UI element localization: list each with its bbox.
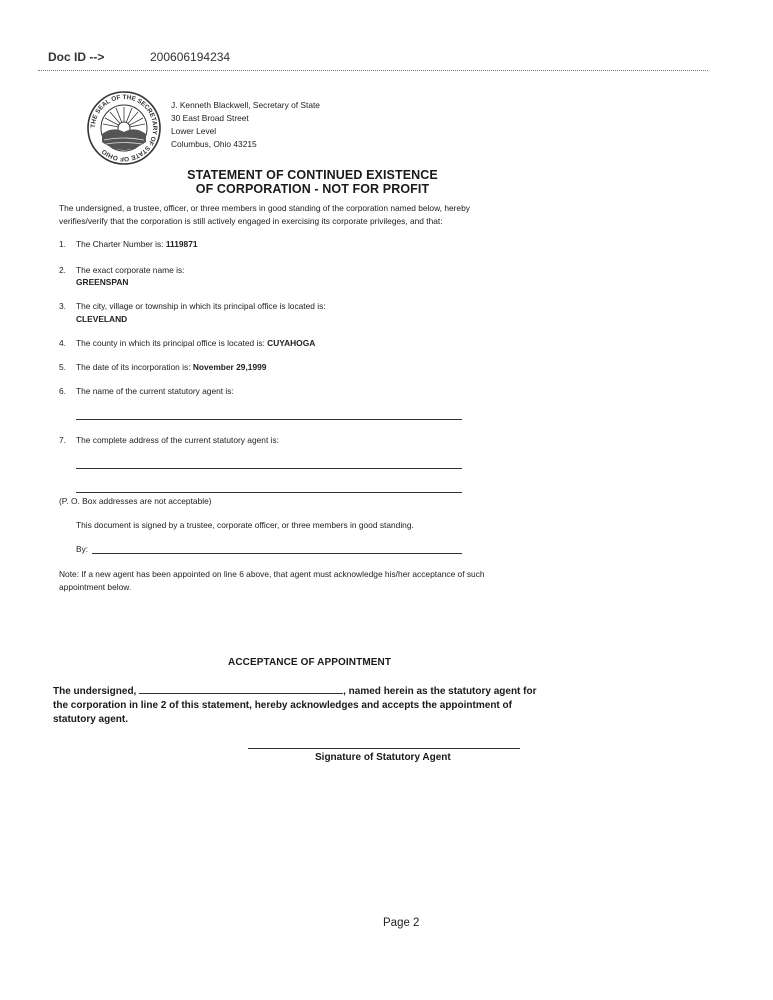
item-label: The exact corporate name is: — [76, 265, 185, 275]
item-incorporation-date — [59, 361, 266, 374]
incorporation-date-value: November 29,1999 — [192, 362, 267, 372]
item-label: The name of the current statutory agent is: — [76, 386, 234, 396]
undersigned-name-blank[interactable] — [139, 684, 343, 694]
acceptance-text-after-blank: , named herein as the statutory agent for — [343, 686, 537, 697]
page-number: Page 2 — [383, 917, 420, 929]
principal-city-value: CLEVELAND — [76, 314, 128, 324]
item-principal-county — [59, 337, 315, 350]
item-charter-number — [59, 238, 198, 251]
item-number: 4. — [59, 338, 66, 348]
address-block — [171, 99, 320, 151]
by-label: By: — [76, 544, 89, 554]
intro-paragraph — [59, 202, 529, 228]
ohio-seal-icon — [86, 90, 162, 166]
item-label: The city, village or township in which its principal office is located is: — [76, 301, 326, 311]
signature-label: Signature of Statutory Agent — [315, 752, 451, 763]
principal-county-value: CUYAHOGA — [267, 338, 316, 348]
new-agent-note — [59, 568, 559, 594]
address-line-1: J. Kenneth Blackwell, Secretary of State — [171, 100, 320, 110]
note-line-1: Note: If a new agent has been appointed on line 6 above, that agent must acknowledge his/her acceptance of such — [59, 569, 485, 579]
statutory-agent-address-line-2[interactable] — [76, 492, 462, 493]
address-line-2: 30 East Broad Street — [171, 113, 249, 123]
acceptance-title: ACCEPTANCE OF APPOINTMENT — [228, 657, 392, 668]
note-line-2: appointment below. — [59, 582, 132, 592]
item-statutory-agent-name — [59, 385, 234, 398]
item-number: 2. — [59, 265, 66, 275]
item-number: 7. — [59, 435, 66, 445]
header-divider — [38, 70, 708, 71]
statutory-agent-name-line[interactable] — [76, 419, 462, 420]
item-statutory-agent-address — [59, 434, 279, 447]
address-line-4: Columbus, Ohio 43215 — [171, 139, 257, 149]
acceptance-statement — [53, 684, 573, 727]
item-number: 3. — [59, 301, 66, 311]
charter-number-value: 1119871 — [165, 239, 198, 249]
item-label: The complete address of the current statutory agent is: — [76, 435, 279, 445]
document-title — [160, 168, 465, 196]
signed-statement: This document is signed by a trustee, corporate officer, or three members in good standing. — [76, 520, 414, 530]
intro-line-1: The undersigned, a trustee, officer, or three members in good standing of the corporation named below, hereby — [59, 203, 470, 213]
address-line-3: Lower Level — [171, 126, 217, 136]
title-line-1: STATEMENT OF CONTINUED EXISTENCE — [187, 168, 438, 182]
item-label: The date of its incorporation is: — [76, 362, 191, 372]
intro-line-2: verifies/verify that the corporation is still actively engaged in exercising its corporate privileges, and that: — [59, 216, 443, 226]
item-number: 6. — [59, 386, 66, 396]
item-number: 1. — [59, 239, 66, 249]
seal-outer-text: THE SEAL OF THE SECRETARY OF STATE OF OHIO — [89, 93, 159, 163]
item-corporate-name — [59, 264, 184, 277]
acceptance-text-start: The undersigned, — [53, 686, 137, 697]
item-principal-city — [59, 300, 326, 313]
item-number: 5. — [59, 362, 66, 372]
acceptance-text-line-2: the corporation in line 2 of this statement, hereby acknowledges and accepts the appointment of — [53, 700, 512, 711]
by-signature-line[interactable] — [92, 553, 462, 554]
agent-signature-line[interactable] — [248, 748, 520, 749]
doc-id-label: Doc ID --> — [48, 50, 105, 64]
item-label: The Charter Number is: — [76, 239, 164, 249]
item-label: The county in which its principal office is located is: — [76, 338, 265, 348]
doc-id-value: 200606194234 — [150, 50, 231, 64]
po-box-note: (P. O. Box addresses are not acceptable) — [59, 496, 212, 506]
acceptance-text-line-3: statutory agent. — [53, 714, 129, 725]
corporate-name-value: GREENSPAN — [76, 277, 129, 287]
title-line-2: OF CORPORATION - NOT FOR PROFIT — [195, 182, 430, 196]
statutory-agent-address-line-1[interactable] — [76, 468, 462, 469]
